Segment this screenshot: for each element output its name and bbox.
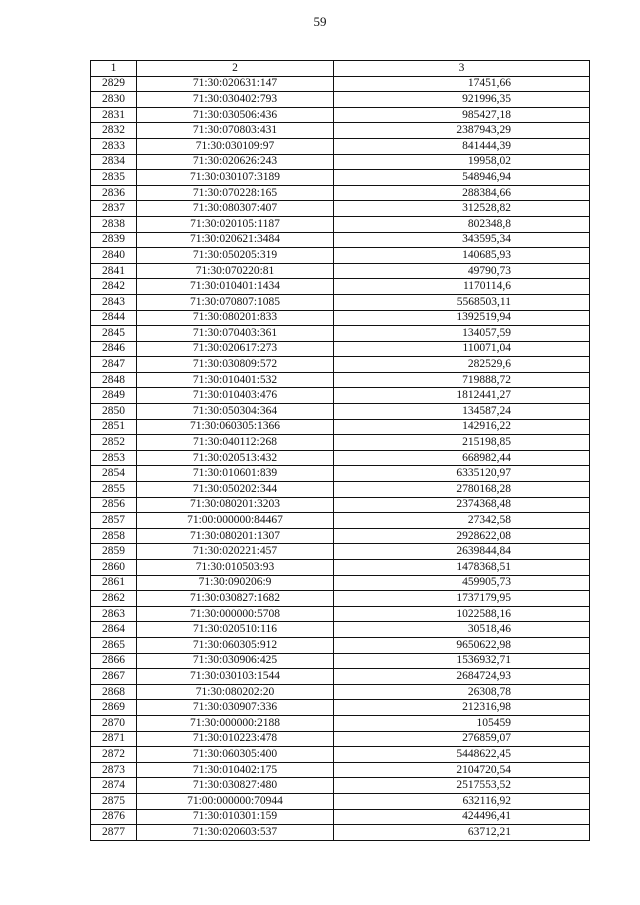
row-number: 2867: [91, 669, 137, 685]
row-number: 2855: [91, 482, 137, 498]
cadastral-value: 424496,41: [334, 809, 590, 825]
table-row: [91, 216, 590, 232]
row-number: 2877: [91, 825, 137, 841]
table-row: [91, 419, 590, 435]
row-number: 2835: [91, 170, 137, 186]
row-number: 2872: [91, 747, 137, 763]
row-number: 2871: [91, 731, 137, 747]
cadastral-value: 282529,6: [334, 357, 590, 373]
cadastral-number: 71:30:020221:457: [137, 544, 334, 560]
cadastral-number: 71:30:030827:480: [137, 778, 334, 794]
cadastral-value: 105459: [334, 715, 590, 731]
cadastral-number: 71:30:010223:478: [137, 731, 334, 747]
row-number: 2840: [91, 248, 137, 264]
table-row: [91, 341, 590, 357]
table-row: [91, 185, 590, 201]
cadastral-number: 71:30:080307:407: [137, 201, 334, 217]
row-number: 2875: [91, 793, 137, 809]
table-row: [91, 154, 590, 170]
cadastral-value: 215198,85: [334, 435, 590, 451]
cadastral-value: 2387943,29: [334, 123, 590, 139]
cadastral-number: 71:30:020105:1187: [137, 216, 334, 232]
cadastral-number: 71:30:020617:273: [137, 341, 334, 357]
cadastral-number: 71:30:020631:147: [137, 76, 334, 92]
cadastral-number: 71:30:060305:400: [137, 747, 334, 763]
column-header-3: 3: [334, 61, 590, 77]
row-number: 2848: [91, 372, 137, 388]
cadastral-number: 71:30:020626:243: [137, 154, 334, 170]
cadastral-value: 2517553,52: [334, 778, 590, 794]
cadastral-value: 5568503,11: [334, 294, 590, 310]
row-number: 2874: [91, 778, 137, 794]
cadastral-value: 134587,24: [334, 404, 590, 420]
cadastral-number: 71:30:070807:1085: [137, 294, 334, 310]
row-number: 2858: [91, 528, 137, 544]
cadastral-number: 71:30:090206:9: [137, 575, 334, 591]
cadastral-number: 71:30:030506:436: [137, 107, 334, 123]
table-row: [91, 232, 590, 248]
row-number: 2846: [91, 341, 137, 357]
table-row: [91, 279, 590, 295]
row-number: 2844: [91, 310, 137, 326]
cadastral-number: 71:30:010401:532: [137, 372, 334, 388]
cadastral-value: 802348,8: [334, 216, 590, 232]
cadastral-number: 71:00:000000:84467: [137, 513, 334, 529]
table-row: [91, 388, 590, 404]
table-row: [91, 310, 590, 326]
cadastral-number: 71:30:070220:81: [137, 263, 334, 279]
table-row: [91, 107, 590, 123]
cadastral-number: 71:30:030107:3189: [137, 170, 334, 186]
row-number: 2868: [91, 684, 137, 700]
table-row: [91, 450, 590, 466]
cadastral-number: 71:30:030809:572: [137, 357, 334, 373]
row-number: 2862: [91, 591, 137, 607]
table-row: [91, 76, 590, 92]
table-row: [91, 622, 590, 638]
cadastral-value: 632116,92: [334, 793, 590, 809]
cadastral-number: 71:30:080201:3203: [137, 497, 334, 513]
cadastral-number: 71:30:050205:319: [137, 248, 334, 264]
cadastral-value: 2684724,93: [334, 669, 590, 685]
table-row: [91, 263, 590, 279]
cadastral-number: 71:30:010403:476: [137, 388, 334, 404]
table-row: [91, 715, 590, 731]
cadastral-value: 921996,35: [334, 92, 590, 108]
row-number: 2863: [91, 606, 137, 622]
cadastral-number: 71:30:080201:833: [137, 310, 334, 326]
table-row: [91, 92, 590, 108]
cadastral-value: 719888,72: [334, 372, 590, 388]
cadastral-value: 1170114,6: [334, 279, 590, 295]
table-row: [91, 528, 590, 544]
table-row: [91, 684, 590, 700]
cadastral-value: 5448622,45: [334, 747, 590, 763]
row-number: 2849: [91, 388, 137, 404]
row-number: 2831: [91, 107, 137, 123]
table-row: [91, 700, 590, 716]
cadastral-number: 71:30:070403:361: [137, 326, 334, 342]
page-number: 59: [313, 14, 327, 29]
row-number: 2860: [91, 560, 137, 576]
cadastral-number: 71:30:040112:268: [137, 435, 334, 451]
cadastral-value: 1022588,16: [334, 606, 590, 622]
row-number: 2861: [91, 575, 137, 591]
table-row: [91, 372, 590, 388]
row-number: 2838: [91, 216, 137, 232]
table-row: [91, 591, 590, 607]
cadastral-value: 1812441,27: [334, 388, 590, 404]
table-row: [91, 762, 590, 778]
row-number: 2843: [91, 294, 137, 310]
row-number: 2834: [91, 154, 137, 170]
row-number: 2873: [91, 762, 137, 778]
cadastral-number: 71:30:050304:364: [137, 404, 334, 420]
cadastral-number: 71:30:000000:2188: [137, 715, 334, 731]
cadastral-value: 985427,18: [334, 107, 590, 123]
cadastral-value: 276859,07: [334, 731, 590, 747]
cadastral-value: 212316,98: [334, 700, 590, 716]
cadastral-number: 71:00:000000:70944: [137, 793, 334, 809]
table-row: [91, 404, 590, 420]
cadastral-number: 71:30:050202:344: [137, 482, 334, 498]
cadastral-value: 1392519,94: [334, 310, 590, 326]
table-row: [91, 497, 590, 513]
cadastral-value: 2374368,48: [334, 497, 590, 513]
cadastral-number: 71:30:060305:1366: [137, 419, 334, 435]
row-number: 2865: [91, 637, 137, 653]
table-row: [91, 560, 590, 576]
row-number: 2836: [91, 185, 137, 201]
cadastral-value: 6335120,97: [334, 466, 590, 482]
cadastral-number: 71:30:070228:165: [137, 185, 334, 201]
table-row: [91, 778, 590, 794]
cadastral-value: 312528,82: [334, 201, 590, 217]
table-row: [91, 637, 590, 653]
cadastral-value: 110071,04: [334, 341, 590, 357]
cadastral-number: 71:30:030907:336: [137, 700, 334, 716]
row-number: 2837: [91, 201, 137, 217]
cadastral-number: 71:30:010503:93: [137, 560, 334, 576]
cadastral-value: 49790,73: [334, 263, 590, 279]
cadastral-number: 71:30:030103:1544: [137, 669, 334, 685]
row-number: 2854: [91, 466, 137, 482]
row-number: 2830: [91, 92, 137, 108]
row-number: 2853: [91, 450, 137, 466]
row-number: 2876: [91, 809, 137, 825]
cadastral-value: 26308,78: [334, 684, 590, 700]
table-row: [91, 170, 590, 186]
row-number: 2859: [91, 544, 137, 560]
row-number: 2864: [91, 622, 137, 638]
row-number: 2839: [91, 232, 137, 248]
table-row: [91, 653, 590, 669]
table-row: [91, 606, 590, 622]
row-number: 2845: [91, 326, 137, 342]
table-row: [91, 201, 590, 217]
cadastral-value: 134057,59: [334, 326, 590, 342]
table-row: [91, 357, 590, 373]
cadastral-value: 2780168,28: [334, 482, 590, 498]
row-number: 2847: [91, 357, 137, 373]
cadastral-number: 71:30:030906:425: [137, 653, 334, 669]
table-row: [91, 248, 590, 264]
cadastral-value: 63712,21: [334, 825, 590, 841]
cadastral-value: 1536932,71: [334, 653, 590, 669]
cadastral-number: 71:30:010402:175: [137, 762, 334, 778]
cadastral-number: 71:30:020621:3484: [137, 232, 334, 248]
cadastral-number: 71:30:030827:1682: [137, 591, 334, 607]
cadastral-number: 71:30:010601:839: [137, 466, 334, 482]
table-row: [91, 482, 590, 498]
row-number: 2856: [91, 497, 137, 513]
row-number: 2857: [91, 513, 137, 529]
cadastral-number: 71:30:010401:1434: [137, 279, 334, 295]
cadastral-value: 27342,58: [334, 513, 590, 529]
cadastral-number: 71:30:020603:537: [137, 825, 334, 841]
cadastral-value: 9650622,98: [334, 637, 590, 653]
row-number: 2869: [91, 700, 137, 716]
cadastral-number: 71:30:030402:793: [137, 92, 334, 108]
cadastral-number: 71:30:010301:159: [137, 809, 334, 825]
column-header-2: 2: [137, 61, 334, 77]
table-row: [91, 825, 590, 841]
row-number: 2851: [91, 419, 137, 435]
cadastral-number: 71:30:060305:912: [137, 637, 334, 653]
table-header-row: [91, 61, 590, 77]
cadastral-value: 140685,93: [334, 248, 590, 264]
cadastral-value: 17451,66: [334, 76, 590, 92]
column-header-1: 1: [91, 61, 137, 77]
table-row: [91, 435, 590, 451]
cadastral-value: 841444,39: [334, 138, 590, 154]
cadastral-value: 548946,94: [334, 170, 590, 186]
table-row: [91, 793, 590, 809]
cadastral-value: 1737179,95: [334, 591, 590, 607]
cadastral-value: 2104720,54: [334, 762, 590, 778]
row-number: 2832: [91, 123, 137, 139]
table-row: [91, 731, 590, 747]
cadastral-value-table: [90, 60, 590, 841]
cadastral-value: 668982,44: [334, 450, 590, 466]
cadastral-value: 459905,73: [334, 575, 590, 591]
table-row: [91, 513, 590, 529]
cadastral-number: 71:30:080201:1307: [137, 528, 334, 544]
cadastral-number: 71:30:020513:432: [137, 450, 334, 466]
table-row: [91, 669, 590, 685]
row-number: 2870: [91, 715, 137, 731]
row-number: 2833: [91, 138, 137, 154]
table-row: [91, 575, 590, 591]
cadastral-value: 1478368,51: [334, 560, 590, 576]
row-number: 2850: [91, 404, 137, 420]
cadastral-value: 142916,22: [334, 419, 590, 435]
cadastral-number: 71:30:030109:97: [137, 138, 334, 154]
table-row: [91, 466, 590, 482]
cadastral-value: 2928622,08: [334, 528, 590, 544]
row-number: 2841: [91, 263, 137, 279]
cadastral-value: 30518,46: [334, 622, 590, 638]
table-row: [91, 747, 590, 763]
table-row: [91, 326, 590, 342]
table-row: [91, 294, 590, 310]
cadastral-number: 71:30:020510:116: [137, 622, 334, 638]
table-row: [91, 544, 590, 560]
table-row: [91, 138, 590, 154]
table-row: [91, 123, 590, 139]
cadastral-value: 343595,34: [334, 232, 590, 248]
table-row: [91, 809, 590, 825]
cadastral-value: 19958,02: [334, 154, 590, 170]
cadastral-value: 288384,66: [334, 185, 590, 201]
cadastral-number: 71:30:080202:20: [137, 684, 334, 700]
cadastral-number: 71:30:000000:5708: [137, 606, 334, 622]
row-number: 2852: [91, 435, 137, 451]
row-number: 2866: [91, 653, 137, 669]
cadastral-value: 2639844,84: [334, 544, 590, 560]
table-body: [91, 76, 590, 840]
row-number: 2842: [91, 279, 137, 295]
cadastral-number: 71:30:070803:431: [137, 123, 334, 139]
row-number: 2829: [91, 76, 137, 92]
